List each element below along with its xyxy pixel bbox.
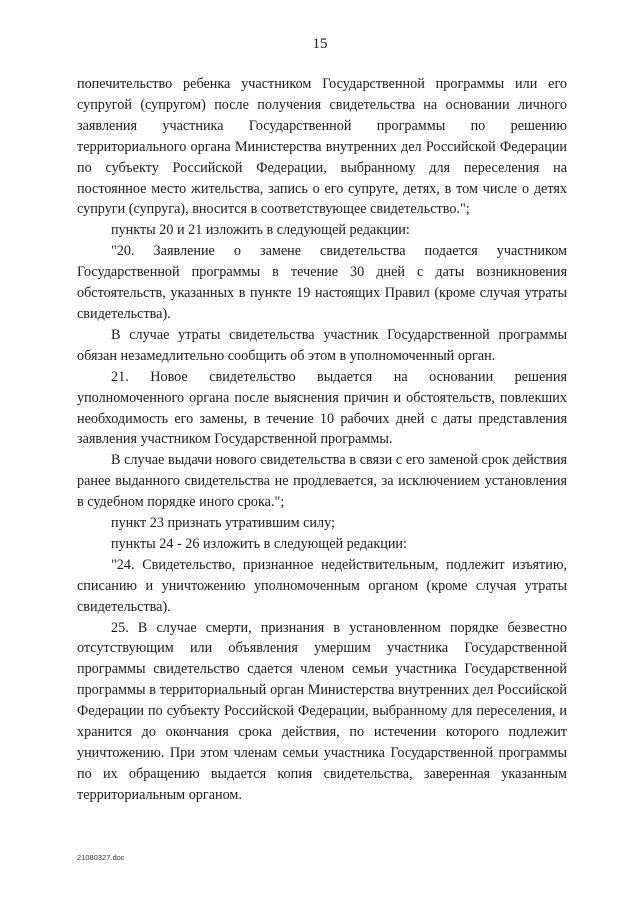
paragraph-item-23-repeal: пункт 23 признать утратившим силу; <box>111 515 335 532</box>
paragraph-amend-24-26: пункты 24 - 26 изложить в следующей редакции: <box>111 535 407 552</box>
page-number: 15 <box>312 36 328 52</box>
paragraph-amend-20-21: пункты 20 и 21 изложить в следующей редакции: <box>111 222 410 239</box>
paragraph-continuation: попечительство ребенка участником Государственной программы или его супругой (супругом) после получения свидетельства на основании личного заявления участника Государственной программы по решению территориального органа Министерства внутренних дел Российской Федерации по субъекту Российской Федерации, выбранному для переселения на постоянное место жительства, запись о его супруге, детях, в том числе о детях супруги (супруга), вносится в соответствующее свидетельство."; <box>77 76 567 218</box>
file-name-footer: 21080327.doc <box>77 853 125 862</box>
paragraph-item-24: "24. Свидетельство, признанное недействительным, подлежит изъятию, списанию и уничтожению уполномоченным органом (кроме случая утраты свидетельства). <box>77 556 567 615</box>
paragraph-item-20-loss: В случае утраты свидетельства участник Государственной программы обязан незамедлительно сообщить об этом в уполномоченный орган. <box>77 326 567 364</box>
paragraph-item-25: 25. В случае смерти, признания в установленном порядке безвестно отсутствующим или объявления умершим участника Государственной программы свидетельство сдается членом семьи участника Государственной программы в территориальный орган Министерства внутренних дел Российской Федерации по субъекту Российской Федерации, выбранному для переселения, и хранится до окончания срока действия, по истечении которого подлежит уничтожению. При этом членам семьи участника Государственной программы по их обращению выдается копия свидетельства, заверенная указанным территориальным органом. <box>77 619 567 803</box>
paragraph-item-20: "20. Заявление о замене свидетельства подается участником Государственной программы в течение 30 дней с даты возникновения обстоятельств, указанных в пункте 19 настоящих Правил (кроме случая утраты свидетельства). <box>77 243 567 322</box>
document-body <box>77 74 567 806</box>
paragraph-item-21: 21. Новое свидетельство выдается на основании решения уполномоченного органа после выяснения причин и обстоятельств, повлекших необходимость его замены, в течение 10 рабочих дней с даты представления заявления участником Государственной программы. <box>77 368 567 448</box>
paragraph-item-21-term: В случае выдачи нового свидетельства в связи с его заменой срок действия ранее выданного свидетельства не продлевается, за исключением установления в судебном порядке иного срока."; <box>77 452 567 511</box>
